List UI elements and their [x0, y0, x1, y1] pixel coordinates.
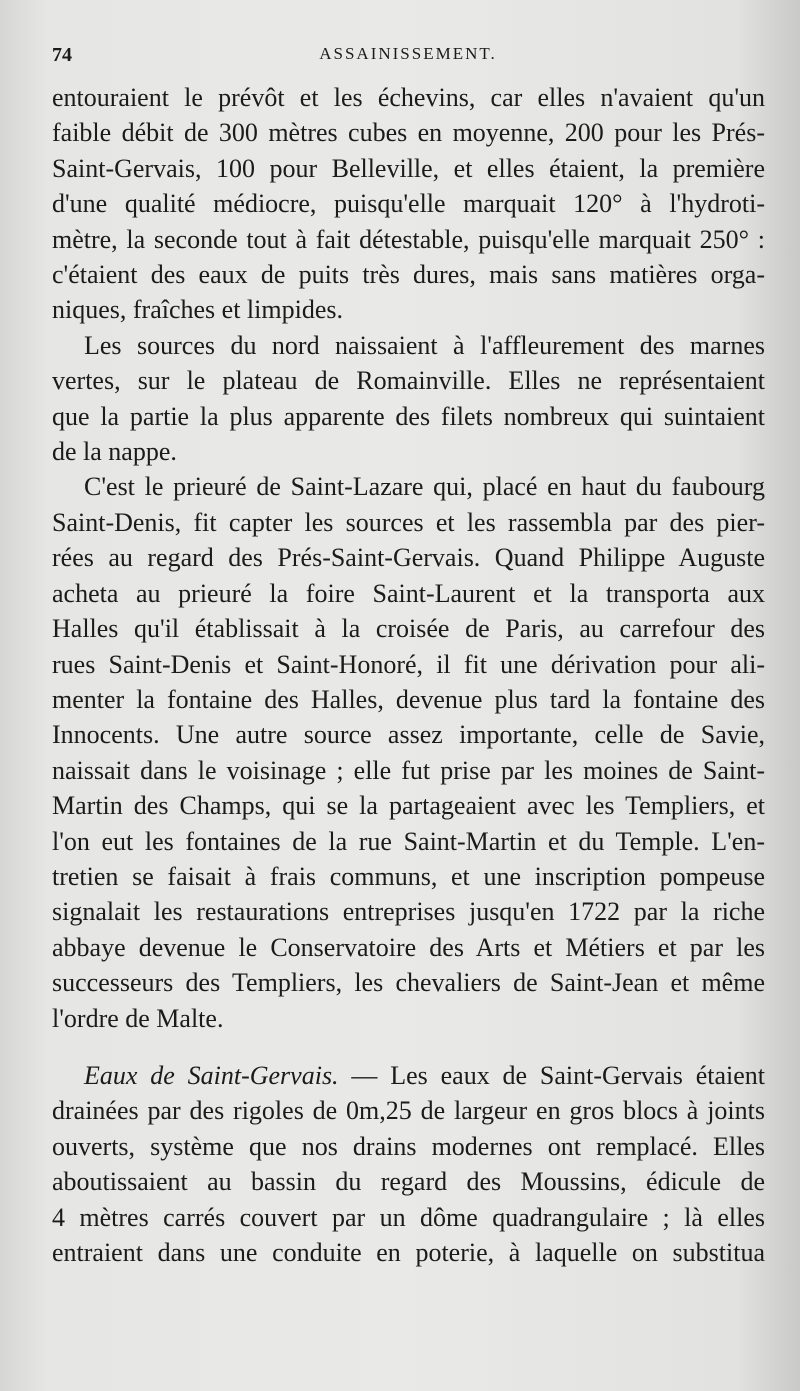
text-line: Les sources du nord naissaient à l'affleurement des marnes	[84, 330, 765, 360]
text-line: ouverts, système que nos drains modernes ont remplacé. Elles	[52, 1131, 765, 1161]
text-line: entraient dans une conduite en poterie, à laquelle on substitua	[52, 1238, 765, 1267]
text-line: Saint-Denis, fit capter les sources et les rassembla par des pier-	[52, 507, 765, 537]
text-line: signalait les restaurations entreprises jusqu'en 1722 par la riche	[52, 897, 765, 927]
text-line: que la partie la plus apparente des filets nombreux qui suintaient	[52, 401, 765, 431]
text-line: entouraient le prévôt et les échevins, car elles n'avaient qu'un	[52, 83, 765, 112]
section-paragraph	[52, 1058, 765, 1270]
text-line	[52, 1058, 765, 1093]
text-line: acheta au prieuré la foire Saint-Laurent et la transporta aux	[52, 578, 765, 608]
text-line: Halles qu'il établissait à la croisée de Paris, au carrefour des	[52, 614, 765, 644]
text-line: mètre, la seconde tout à fait détestable, puisqu'elle marquait 250° :	[52, 224, 765, 254]
text-line: Innocents. Une autre source assez importante, celle de Savie,	[52, 720, 765, 750]
text-line: successeurs des Templiers, les chevaliers de Saint-Jean et même	[52, 968, 765, 998]
text-line: rées au regard des Prés-Saint-Gervais. Quand Philippe Auguste	[52, 543, 765, 573]
text-line: niques, fraîches et limpides.	[52, 295, 343, 325]
text-line: de la nappe.	[52, 437, 177, 467]
text-line: l'on eut les fontaines de la rue Saint-Martin et du Temple. L'en-	[52, 826, 765, 856]
text-line: aboutissaient au bassin du regard des Moussins, édicule de	[52, 1167, 765, 1197]
body-text	[52, 80, 765, 1270]
section-spacer	[52, 1036, 765, 1058]
text-line: c'étaient des eaux de puits très dures, mais sans matières orga-	[52, 260, 765, 290]
section-title: Eaux de Saint-Gervais.	[84, 1060, 339, 1090]
text-line: C'est le prieuré de Saint-Lazare qui, placé en haut du faubourg	[84, 472, 765, 502]
text-line: faible débit de 300 mètres cubes en moyenne, 200 pour les Prés-	[52, 118, 765, 148]
text-line: 4 mètres carrés couvert par un dôme quadrangulaire ; là elles	[52, 1202, 765, 1232]
text-line: tretien se faisait à frais communs, et une inscription pompeuse	[52, 861, 765, 891]
paragraph	[52, 469, 765, 1036]
text-line: abbaye devenue le Conservatoire des Arts et Métiers et par les	[52, 932, 765, 962]
section-first-line: — Les eaux de Saint-Gervais étaient	[338, 1060, 765, 1090]
text-line: Saint-Gervais, 100 pour Belleville, et elles étaient, la première	[52, 153, 765, 183]
text-line: menter la fontaine des Halles, devenue plus tard la fontaine des	[52, 684, 765, 714]
page-number: 74	[52, 44, 72, 66]
text-line: vertes, sur le plateau de Romainville. Elles ne représentaient	[52, 366, 765, 396]
text-line: d'une qualité médiocre, puisqu'elle marquait 120° à l'hydroti-	[52, 189, 765, 219]
page-header	[52, 40, 764, 70]
text-line: rues Saint-Denis et Saint-Honoré, il fit une dérivation pour ali-	[52, 649, 765, 679]
text-line: Martin des Champs, qui se la partageaient avec les Templiers, et	[52, 791, 765, 821]
text-line: naissait dans le voisinage ; elle fut prise par les moines de Saint-	[52, 755, 765, 785]
text-line: drainées par des rigoles de 0m,25 de largeur en gros blocs à joints	[52, 1096, 765, 1126]
paragraph	[52, 80, 765, 328]
text-line: l'ordre de Malte.	[52, 1003, 224, 1033]
paragraph	[52, 328, 765, 470]
running-head: ASSAINISSEMENT.	[319, 44, 497, 63]
